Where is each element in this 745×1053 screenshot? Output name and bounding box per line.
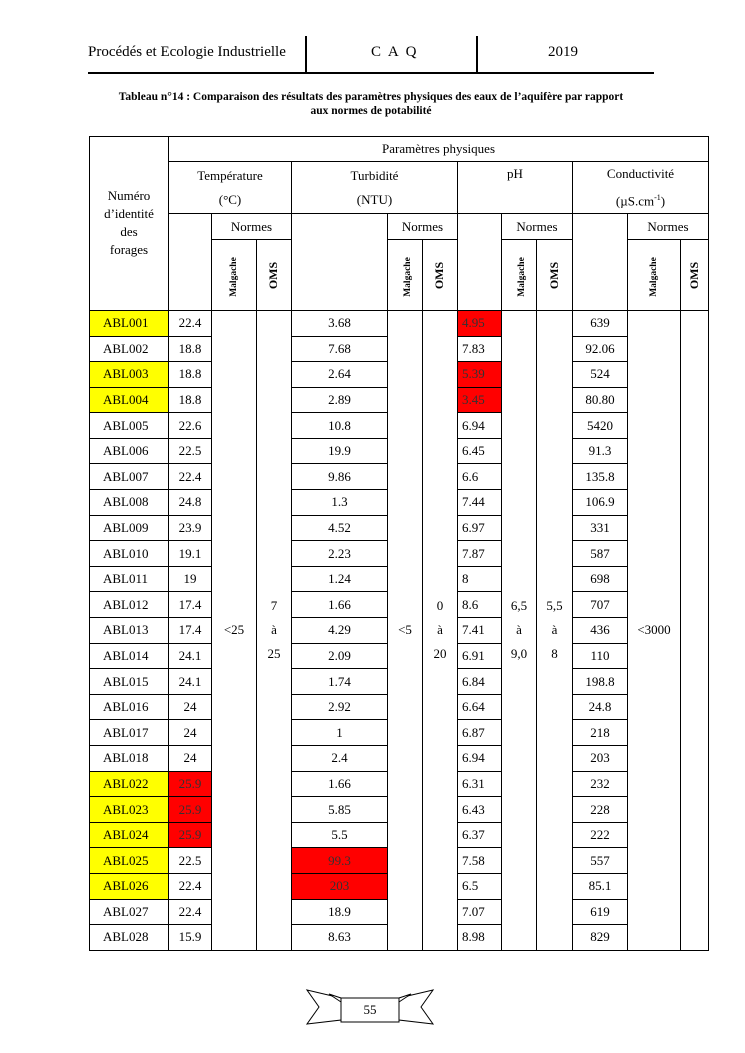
malgache-header: Malgache bbox=[502, 239, 537, 310]
row-turbidity: 4.52 bbox=[292, 515, 388, 541]
row-temperature: 25.9 bbox=[169, 771, 212, 797]
row-conductivity: 331 bbox=[573, 515, 628, 541]
row-id: ABL026 bbox=[90, 873, 169, 899]
cond-normes-header: Normes bbox=[628, 214, 709, 240]
cond-norm-malgache: <3000 bbox=[628, 310, 681, 950]
header-divider bbox=[476, 36, 478, 74]
temp-normes-header: Normes bbox=[212, 214, 292, 240]
row-id: ABL004 bbox=[90, 387, 169, 413]
conductivity-name: Conductivité bbox=[606, 166, 675, 181]
turb-norm-malgache: <5 bbox=[388, 310, 423, 950]
header-left: Procédés et Ecologie Industrielle bbox=[88, 44, 286, 60]
row-conductivity: 5420 bbox=[573, 413, 628, 439]
row-ph: 6.87 bbox=[458, 720, 502, 746]
row-conductivity: 110 bbox=[573, 643, 628, 669]
row-turbidity: 2.64 bbox=[292, 362, 388, 388]
row-temperature: 15.9 bbox=[169, 925, 212, 951]
row-temperature: 22.4 bbox=[169, 310, 212, 336]
row-turbidity: 203 bbox=[292, 873, 388, 899]
row-conductivity: 218 bbox=[573, 720, 628, 746]
temp-value-header bbox=[169, 214, 212, 311]
conductivity-header bbox=[573, 162, 709, 214]
header-rule bbox=[88, 72, 654, 74]
norm-line: 6,5 bbox=[510, 598, 528, 614]
oms-header: OMS bbox=[423, 239, 458, 310]
page-number: 55 bbox=[363, 1002, 377, 1017]
row-id: ABL003 bbox=[90, 362, 169, 388]
row-conductivity: 829 bbox=[573, 925, 628, 951]
turb-normes-header: Normes bbox=[388, 214, 458, 240]
top-header: Paramètres physiques bbox=[169, 137, 709, 162]
row-conductivity: 91.3 bbox=[573, 438, 628, 464]
row-ph: 6.94 bbox=[458, 746, 502, 772]
row-ph: 7.87 bbox=[458, 541, 502, 567]
row-temperature: 22.5 bbox=[169, 438, 212, 464]
row-id: ABL007 bbox=[90, 464, 169, 490]
row-conductivity: 232 bbox=[573, 771, 628, 797]
row-id: ABL008 bbox=[90, 490, 169, 516]
row-conductivity: 85.1 bbox=[573, 873, 628, 899]
norm-line: à bbox=[437, 622, 443, 638]
id-header bbox=[90, 137, 169, 311]
row-id: ABL002 bbox=[90, 336, 169, 362]
row-ph: 6.6 bbox=[458, 464, 502, 490]
ph-norm-malgache bbox=[502, 310, 537, 950]
row-temperature: 22.4 bbox=[169, 899, 212, 925]
row-id: ABL023 bbox=[90, 797, 169, 823]
physical-parameters-table bbox=[89, 136, 709, 951]
norm-line: 9,0 bbox=[510, 646, 528, 662]
row-id: ABL024 bbox=[90, 822, 169, 848]
row-turbidity: 1.3 bbox=[292, 490, 388, 516]
turbidity-name: Turbidité bbox=[350, 167, 399, 183]
malgache-header: Malgache bbox=[388, 239, 423, 310]
row-turbidity: 3.68 bbox=[292, 310, 388, 336]
row-conductivity: 436 bbox=[573, 618, 628, 644]
row-turbidity: 5.5 bbox=[292, 822, 388, 848]
header-right: 2019 bbox=[548, 44, 578, 60]
row-id: ABL010 bbox=[90, 541, 169, 567]
id-header-line: forages bbox=[109, 242, 149, 258]
row-id: ABL005 bbox=[90, 413, 169, 439]
temp-norm-oms bbox=[257, 310, 292, 950]
row-temperature: 24.8 bbox=[169, 490, 212, 516]
row-conductivity: 106.9 bbox=[573, 490, 628, 516]
row-conductivity: 228 bbox=[573, 797, 628, 823]
row-turbidity: 9.86 bbox=[292, 464, 388, 490]
row-turbidity: 5.85 bbox=[292, 797, 388, 823]
row-id: ABL012 bbox=[90, 592, 169, 618]
row-id: ABL014 bbox=[90, 643, 169, 669]
norm-line: à bbox=[271, 622, 277, 638]
row-turbidity: 19.9 bbox=[292, 438, 388, 464]
header-divider bbox=[305, 36, 307, 74]
row-ph: 7.83 bbox=[458, 336, 502, 362]
norm-line: 8 bbox=[551, 646, 558, 662]
oms-header: OMS bbox=[537, 239, 573, 310]
table-body bbox=[90, 310, 709, 950]
row-ph: 6.91 bbox=[458, 643, 502, 669]
norm-line: 25 bbox=[267, 646, 281, 662]
temperature-name: Température bbox=[197, 167, 263, 183]
row-temperature: 24 bbox=[169, 720, 212, 746]
row-ph: 7.58 bbox=[458, 848, 502, 874]
norm-line: 5,5 bbox=[546, 598, 563, 614]
row-temperature: 24.1 bbox=[169, 643, 212, 669]
row-conductivity: 619 bbox=[573, 899, 628, 925]
ph-norm-oms bbox=[537, 310, 573, 950]
row-turbidity: 4.29 bbox=[292, 618, 388, 644]
row-turbidity: 8.63 bbox=[292, 925, 388, 951]
row-conductivity: 698 bbox=[573, 566, 628, 592]
row-temperature: 25.9 bbox=[169, 797, 212, 823]
row-turbidity: 18.9 bbox=[292, 899, 388, 925]
row-turbidity: 1.66 bbox=[292, 592, 388, 618]
row-ph: 6.94 bbox=[458, 413, 502, 439]
row-turbidity: 1.74 bbox=[292, 669, 388, 695]
row-ph: 7.44 bbox=[458, 490, 502, 516]
oms-header: OMS bbox=[257, 239, 292, 310]
header-center: C A Q bbox=[371, 44, 419, 60]
row-ph: 8 bbox=[458, 566, 502, 592]
row-ph: 6.5 bbox=[458, 873, 502, 899]
row-temperature: 19.1 bbox=[169, 541, 212, 567]
row-conductivity: 587 bbox=[573, 541, 628, 567]
temperature-header bbox=[169, 162, 292, 214]
ph-value-header bbox=[458, 214, 502, 311]
row-temperature: 22.6 bbox=[169, 413, 212, 439]
row-ph: 6.84 bbox=[458, 669, 502, 695]
row-conductivity: 92.06 bbox=[573, 336, 628, 362]
row-temperature: 23.9 bbox=[169, 515, 212, 541]
temp-norm-malgache: <25 bbox=[212, 310, 257, 950]
row-ph: 8.6 bbox=[458, 592, 502, 618]
norm-line: à bbox=[516, 622, 522, 638]
row-ph: 3.45 bbox=[458, 387, 502, 413]
turb-value-header bbox=[292, 214, 388, 311]
row-conductivity: 557 bbox=[573, 848, 628, 874]
id-header-line: des bbox=[120, 224, 138, 240]
row-turbidity: 99.3 bbox=[292, 848, 388, 874]
row-temperature: 24 bbox=[169, 694, 212, 720]
row-ph: 6.97 bbox=[458, 515, 502, 541]
temperature-unit: (°C) bbox=[218, 191, 242, 207]
oms-header: OMS bbox=[681, 239, 709, 310]
cond-value-header bbox=[573, 214, 628, 311]
row-conductivity: 707 bbox=[573, 592, 628, 618]
row-ph: 6.43 bbox=[458, 797, 502, 823]
row-conductivity: 222 bbox=[573, 822, 628, 848]
row-temperature: 17.4 bbox=[169, 592, 212, 618]
row-ph: 6.64 bbox=[458, 694, 502, 720]
norm-line: 0 bbox=[436, 598, 444, 614]
row-temperature: 18.8 bbox=[169, 387, 212, 413]
row-id: ABL015 bbox=[90, 669, 169, 695]
norm-line: à bbox=[551, 622, 558, 638]
row-turbidity: 1.24 bbox=[292, 566, 388, 592]
row-temperature: 24 bbox=[169, 746, 212, 772]
row-temperature: 19 bbox=[169, 566, 212, 592]
conductivity-unit: $(\mu S.cm^{-1})$ bbox=[615, 193, 666, 209]
row-turbidity: 2.09 bbox=[292, 643, 388, 669]
row-turbidity: 2.89 bbox=[292, 387, 388, 413]
row-turbidity: 7.68 bbox=[292, 336, 388, 362]
row-id: ABL027 bbox=[90, 899, 169, 925]
row-id: ABL006 bbox=[90, 438, 169, 464]
row-ph: 5.39 bbox=[458, 362, 502, 388]
row-ph: 6.37 bbox=[458, 822, 502, 848]
row-id: ABL028 bbox=[90, 925, 169, 951]
row-turbidity: 2.23 bbox=[292, 541, 388, 567]
row-temperature: 18.8 bbox=[169, 336, 212, 362]
malgache-header: Malgache bbox=[212, 239, 257, 310]
page-header bbox=[88, 36, 654, 74]
table-row bbox=[90, 310, 709, 336]
row-id: ABL025 bbox=[90, 848, 169, 874]
table-caption bbox=[88, 90, 654, 118]
row-ph: 7.07 bbox=[458, 899, 502, 925]
ph-normes-header: Normes bbox=[502, 214, 573, 240]
row-ph: 4.95 bbox=[458, 310, 502, 336]
row-conductivity: 524 bbox=[573, 362, 628, 388]
row-id: ABL013 bbox=[90, 618, 169, 644]
cond-norm-oms bbox=[681, 310, 709, 950]
id-header-line: Numéro bbox=[107, 188, 151, 204]
row-conductivity: 198.8 bbox=[573, 669, 628, 695]
row-id: ABL009 bbox=[90, 515, 169, 541]
row-temperature: 22.4 bbox=[169, 464, 212, 490]
row-temperature: 18.8 bbox=[169, 362, 212, 388]
row-id: ABL016 bbox=[90, 694, 169, 720]
row-ph: 6.31 bbox=[458, 771, 502, 797]
row-conductivity: 639 bbox=[573, 310, 628, 336]
row-conductivity: 24.8 bbox=[573, 694, 628, 720]
row-id: ABL018 bbox=[90, 746, 169, 772]
row-turbidity: 1 bbox=[292, 720, 388, 746]
norm-line: 20 bbox=[433, 646, 447, 662]
row-temperature: 22.4 bbox=[169, 873, 212, 899]
caption-line-2: aux normes de potabilité bbox=[310, 105, 432, 117]
row-conductivity: 203 bbox=[573, 746, 628, 772]
turbidity-unit: (NTU) bbox=[356, 191, 393, 207]
row-ph: 6.45 bbox=[458, 438, 502, 464]
row-ph: 8.98 bbox=[458, 925, 502, 951]
row-turbidity: 2.4 bbox=[292, 746, 388, 772]
row-id: ABL001 bbox=[90, 310, 169, 336]
row-ph: 7.41 bbox=[458, 618, 502, 644]
turb-norm-oms bbox=[423, 310, 458, 950]
row-temperature: 17.4 bbox=[169, 618, 212, 644]
row-id: ABL022 bbox=[90, 771, 169, 797]
row-turbidity: 2.92 bbox=[292, 694, 388, 720]
row-turbidity: 1.66 bbox=[292, 771, 388, 797]
row-temperature: 25.9 bbox=[169, 822, 212, 848]
row-turbidity: 10.8 bbox=[292, 413, 388, 439]
turbidity-header bbox=[292, 162, 458, 214]
row-temperature: 24.1 bbox=[169, 669, 212, 695]
caption-line-1: Tableau n°14 : Comparaison des résultats des paramètres physiques des eaux de l’aquifère par rapport bbox=[118, 91, 624, 103]
ph-header: pH bbox=[458, 162, 573, 214]
malgache-header: Malgache bbox=[628, 239, 681, 310]
row-temperature: 22.5 bbox=[169, 848, 212, 874]
row-conductivity: 135.8 bbox=[573, 464, 628, 490]
norm-line: 7 bbox=[270, 598, 278, 614]
id-header-line: d’identité bbox=[104, 206, 154, 222]
row-conductivity: 80.80 bbox=[573, 387, 628, 413]
row-id: ABL011 bbox=[90, 566, 169, 592]
row-id: ABL017 bbox=[90, 720, 169, 746]
page-footer bbox=[305, 988, 435, 1028]
